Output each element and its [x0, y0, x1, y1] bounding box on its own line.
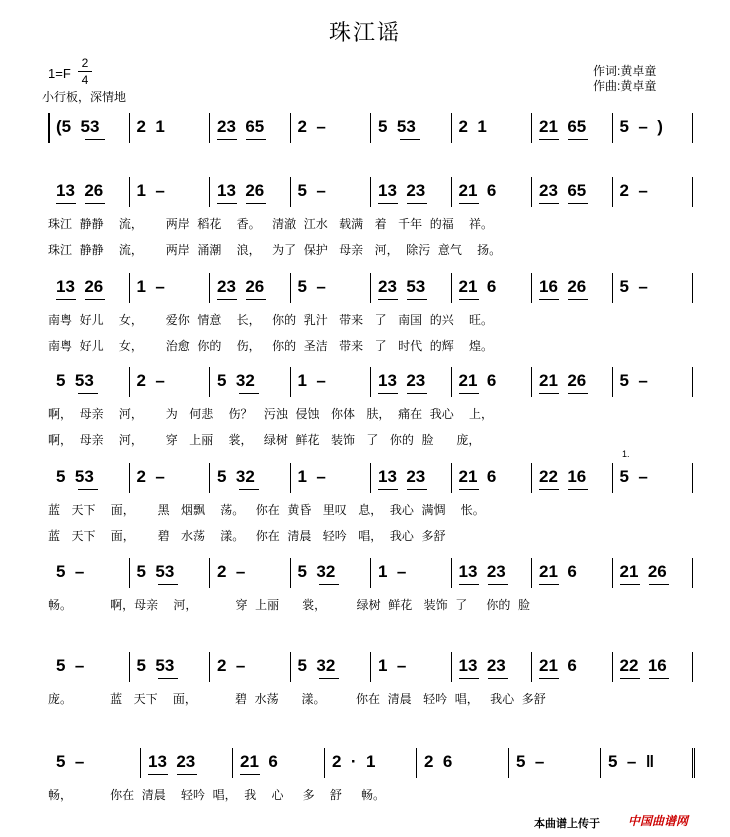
measure-notes: 1 –: [378, 656, 407, 675]
time-signature-bottom: 4: [81, 73, 89, 87]
barline: [129, 113, 130, 143]
barline: [451, 652, 452, 682]
time-signature-top: 2: [81, 56, 89, 70]
measure-notes: 5 –: [516, 752, 545, 771]
beam-line: [400, 139, 420, 140]
measure-notes: 2 · 1: [332, 752, 376, 771]
barline: [612, 463, 613, 493]
barline: [531, 652, 532, 682]
beam-line: [539, 584, 559, 585]
end-barline: [692, 748, 695, 778]
measure-notes: 13 26: [56, 181, 104, 200]
barline: [451, 558, 452, 588]
beam-line: [407, 299, 427, 300]
measure-notes: 22 16: [539, 467, 587, 486]
lyric-line: 啊， 母亲 河， 穿 上丽 裳， 绿树 鲜花 装饰 了 你的 脸 庞，: [48, 433, 481, 447]
barline: [129, 177, 130, 207]
beam-line: [568, 203, 588, 204]
measure-notes: 5 –: [619, 371, 648, 390]
barline: [531, 177, 532, 207]
measure-notes: 21 26: [539, 371, 587, 390]
measure-notes: 2 –: [619, 181, 648, 200]
barline: [451, 113, 452, 143]
beam-line: [78, 393, 98, 394]
site-logo: 中国曲谱网: [628, 814, 689, 828]
composer: 作曲:黄卓童: [593, 79, 657, 93]
lyric-line: 畅。 啊，母亲 河， 穿 上丽 裳， 绿树 鲜花 装饰 了 你的 脸: [48, 598, 530, 612]
barline: [612, 652, 613, 682]
measure-notes: (5 53: [56, 117, 100, 136]
measure-notes: 1 –: [378, 562, 407, 581]
beam-line: [85, 203, 105, 204]
barline: [129, 652, 130, 682]
lyric-line: 畅， 你在 清晨 轻吟 唱， 我 心 多 舒 畅。: [48, 788, 385, 802]
end-barline: [692, 177, 693, 207]
barline: [290, 177, 291, 207]
measure-notes: 13 23: [378, 467, 426, 486]
key-signature: 1=F: [48, 66, 71, 81]
barline: [370, 113, 371, 143]
measure-notes: 21 6: [458, 371, 497, 390]
time-signature: [78, 56, 92, 87]
beam-line: [148, 774, 168, 775]
measure-notes: 2 –: [297, 117, 326, 136]
beam-line: [378, 203, 398, 204]
barline: [370, 367, 371, 397]
beam-line: [649, 584, 669, 585]
end-barline: [692, 273, 693, 303]
barline: [129, 463, 130, 493]
beam-line: [539, 139, 559, 140]
measure-notes: 1 –: [297, 467, 326, 486]
beam-line: [217, 299, 237, 300]
measure-notes: 2 1: [458, 117, 487, 136]
measure-notes: 23 53: [378, 277, 426, 296]
beam-line: [568, 489, 588, 490]
measure-notes: 21 6: [240, 752, 278, 771]
barline: [290, 463, 291, 493]
beam-line: [56, 203, 76, 204]
measure-notes: 16 26: [539, 277, 587, 296]
beam-line: [239, 489, 259, 490]
barline: [209, 463, 210, 493]
lyric-line: 珠江 静静 流， 两岸 涌潮 浪， 为了 保护 母亲 河， 除污 意气 扬。: [48, 243, 502, 257]
measure-notes: 5 53: [136, 562, 175, 581]
measure-notes: 13 26: [217, 181, 265, 200]
tempo-marking: 小行板，深情地: [42, 90, 127, 104]
beam-line: [78, 489, 98, 490]
lyricist: 作词:黄卓童: [593, 64, 657, 78]
barline: [531, 113, 532, 143]
measure-notes: 21 6: [458, 277, 497, 296]
barline: [129, 558, 130, 588]
beam-line: [407, 393, 427, 394]
barline: [531, 367, 532, 397]
measure-notes: 21 6: [539, 562, 577, 581]
measure-notes: 5 32: [297, 656, 336, 675]
barline: [370, 463, 371, 493]
measure-notes: 13 23: [148, 752, 196, 771]
barline: [232, 748, 233, 778]
measure-notes: 1 –: [136, 277, 165, 296]
beam-line: [177, 774, 197, 775]
measure-notes: 23 26: [217, 277, 265, 296]
beam-line: [459, 489, 479, 490]
barline: [290, 273, 291, 303]
volta-bracket: 1.: [622, 449, 630, 459]
barline: [451, 367, 452, 397]
barline: [290, 652, 291, 682]
beam-line: [620, 584, 640, 585]
barline: [370, 558, 371, 588]
measure-notes: 2 –: [136, 467, 165, 486]
repeat-start-barline: [48, 113, 50, 143]
end-barline: [692, 463, 693, 493]
lyric-line: 蓝 天下 面， 碧 水荡 漾。 你在 清晨 轻吟 唱， 我心 多舒: [48, 529, 446, 543]
measure-notes: 2 –: [217, 656, 246, 675]
barline: [531, 558, 532, 588]
barline: [612, 113, 613, 143]
measure-notes: 5 – ‖: [608, 752, 655, 771]
measure-notes: 2 –: [217, 562, 246, 581]
barline: [290, 367, 291, 397]
measure-notes: 5 53: [56, 467, 94, 486]
measure-notes: 13 23: [378, 371, 426, 390]
measure-notes: 5 53: [136, 656, 175, 675]
barline: [370, 273, 371, 303]
beam-line: [246, 299, 266, 300]
measure-notes: 13 23: [458, 562, 506, 581]
end-barline: [692, 113, 693, 143]
measure-notes: 2 1: [136, 117, 165, 136]
beam-line: [459, 678, 479, 679]
lyric-line: 南粤 好儿 女， 治愈 你的 伤， 你的 圣洁 带来 了 时代 的辉 煌。: [48, 339, 493, 353]
barline: [209, 558, 210, 588]
beam-line: [539, 299, 559, 300]
end-barline: [692, 367, 693, 397]
measure-notes: 5 32: [297, 562, 336, 581]
barline: [370, 177, 371, 207]
beam-line: [459, 584, 479, 585]
beam-line: [459, 203, 479, 204]
barline: [370, 652, 371, 682]
barline: [129, 367, 130, 397]
measure-notes: 21 6: [539, 656, 577, 675]
barline: [612, 177, 613, 207]
measure-notes: 21 6: [458, 181, 497, 200]
barline: [531, 463, 532, 493]
measure-notes: 21 6: [458, 467, 497, 486]
beam-line: [649, 678, 669, 679]
beam-line: [246, 203, 266, 204]
measure-notes: 1 –: [297, 371, 326, 390]
barline: [531, 273, 532, 303]
beam-line: [319, 678, 339, 679]
lyric-line: 啊， 母亲 河， 为 何悲 伤？ 污浊 侵蚀 你体 肤， 痛在 我心 上，: [48, 407, 493, 421]
beam-line: [568, 393, 588, 394]
lyric-line: 南粤 好儿 女， 爱你 情意 长， 你的 乳汁 带来 了 南国 的兴 旺。: [48, 313, 493, 327]
beam-line: [539, 489, 559, 490]
beam-line: [407, 489, 427, 490]
measure-notes: 5 –: [619, 277, 648, 296]
beam-line: [539, 203, 559, 204]
measure-notes: 5 –: [297, 277, 326, 296]
lyric-line: 蓝 天下 面， 黑 烟飘 荡。 你在 黄昏 里叹 息， 我心 满惆 怅。: [48, 503, 485, 517]
beam-line: [239, 393, 259, 394]
measure-notes: 5 32: [217, 467, 255, 486]
barline: [508, 748, 509, 778]
measure-notes: 5 53: [56, 371, 94, 390]
measure-notes: 5 – ): [619, 117, 663, 136]
measure-notes: 5 –: [619, 467, 648, 486]
beam-line: [246, 139, 266, 140]
barline: [612, 273, 613, 303]
barline: [612, 558, 613, 588]
barline: [290, 558, 291, 588]
beam-line: [378, 489, 398, 490]
barline: [416, 748, 417, 778]
measure-notes: 21 65: [539, 117, 587, 136]
beam-line: [407, 203, 427, 204]
barline: [209, 113, 210, 143]
beam-line: [488, 678, 508, 679]
beam-line: [56, 299, 76, 300]
barline: [451, 177, 452, 207]
measure-notes: 5 53: [378, 117, 416, 136]
beam-line: [459, 299, 479, 300]
beam-line: [217, 139, 237, 140]
beam-line: [568, 299, 588, 300]
measure-notes: 13 23: [458, 656, 506, 675]
measure-notes: 5 –: [297, 181, 326, 200]
measure-notes: 1 –: [136, 181, 165, 200]
measure-notes: 22 16: [619, 656, 667, 675]
barline: [451, 463, 452, 493]
barline: [129, 273, 130, 303]
measure-notes: 23 65: [539, 181, 587, 200]
beam-line: [378, 299, 398, 300]
barline: [600, 748, 601, 778]
beam-line: [319, 584, 339, 585]
measure-notes: 21 26: [619, 562, 667, 581]
barline: [324, 748, 325, 778]
barline: [290, 113, 291, 143]
measure-notes: 2 6: [424, 752, 453, 771]
end-barline: [692, 652, 693, 682]
beam-line: [539, 678, 559, 679]
measure-notes: 13 26: [56, 277, 104, 296]
beam-line: [158, 678, 178, 679]
beam-line: [85, 299, 105, 300]
barline: [451, 273, 452, 303]
beam-line: [158, 584, 178, 585]
song-title: 珠江谣: [328, 21, 401, 46]
credits: [593, 64, 656, 94]
lyric-line: 庞。 蓝 天下 面， 碧 水荡 漾。 你在 清晨 轻吟 唱， 我心 多舒: [48, 692, 546, 706]
barline: [209, 367, 210, 397]
beam-line: [488, 584, 508, 585]
beam-line: [240, 774, 260, 775]
barline: [209, 177, 210, 207]
beam-line: [459, 393, 479, 394]
measure-notes: 2 –: [136, 371, 165, 390]
beam-line: [620, 678, 640, 679]
beam-line: [378, 393, 398, 394]
upload-note: 本曲谱上传于: [534, 818, 600, 830]
measure-notes: 5 32: [217, 371, 255, 390]
measure-notes: 5 –: [56, 752, 85, 771]
beam-line: [217, 203, 237, 204]
lyric-line: 珠江 静静 流， 两岸 稻花 香。 清澈 江水 载满 着 千年 的福 祥。: [48, 217, 493, 231]
barline: [140, 748, 141, 778]
barline: [209, 652, 210, 682]
measure-notes: 13 23: [378, 181, 426, 200]
barline: [209, 273, 210, 303]
beam-line: [85, 139, 105, 140]
beam-line: [539, 393, 559, 394]
end-barline: [692, 558, 693, 588]
barline: [612, 367, 613, 397]
measure-notes: 5 –: [56, 562, 85, 581]
beam-line: [568, 139, 588, 140]
measure-notes: 5 –: [56, 656, 85, 675]
measure-notes: 23 65: [217, 117, 265, 136]
